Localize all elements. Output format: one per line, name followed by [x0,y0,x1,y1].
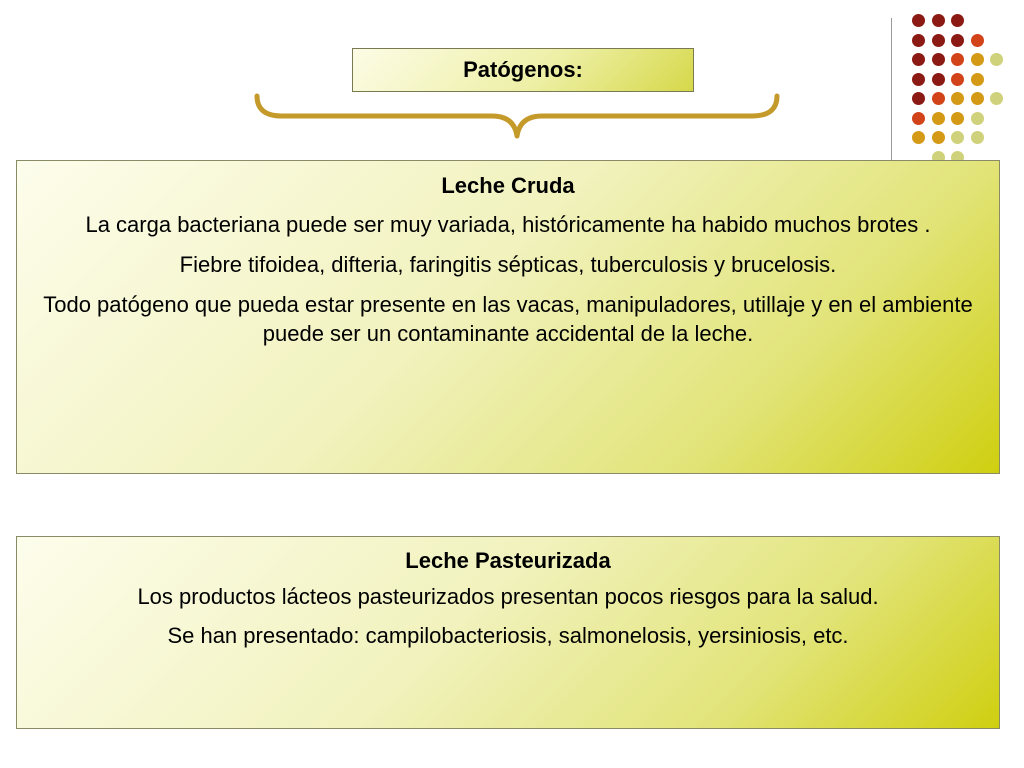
slide-title-box [352,48,694,92]
decorative-dot [951,112,964,125]
pasteurized-milk-heading: Leche Pasteurizada [405,548,611,573]
decorative-divider-line [891,18,892,160]
decorative-dot [912,92,925,105]
decorative-dot [951,53,964,66]
decorative-dot [932,131,945,144]
decorative-dot [932,53,945,66]
decorative-dot [932,73,945,86]
dot-grid-icon [900,14,1020,164]
decorative-dot [971,53,984,66]
raw-milk-paragraph: Fiebre tifoidea, difteria, faringitis sépticas, tuberculosis y brucelosis. [179,252,837,277]
pasteurized-milk-paragraph: Se han presentado: campilobacteriosis, salmonelosis, yersiniosis, etc. [167,623,849,648]
decorative-dot [932,34,945,47]
decorative-dot [951,14,964,27]
decorative-dot [932,112,945,125]
pasteurized-milk-box [16,536,1000,729]
decorative-dot [951,73,964,86]
decorative-dot [912,53,925,66]
decorative-dot [951,34,964,47]
decorative-dot [990,53,1003,66]
decorative-dot [971,131,984,144]
decorative-dot [971,34,984,47]
raw-milk-paragraph: La carga bacteriana puede ser muy variada, históricamente ha habido muchos brotes . [85,212,931,237]
decorative-dot [912,112,925,125]
raw-milk-paragraph: Todo patógeno que pueda estar presente en las vacas, manipuladores, utillaje y en el ambiente puede ser un contaminante accidental de la leche. [43,292,973,346]
raw-milk-box [16,160,1000,474]
decorative-dot [932,14,945,27]
decorative-dot [912,73,925,86]
decorative-dot [951,92,964,105]
decorative-dot [912,131,925,144]
decorative-dot [971,73,984,86]
slide-title: Patógenos: [463,57,583,82]
decorative-dot [971,112,984,125]
pasteurized-milk-paragraph: Los productos lácteos pasteurizados presentan pocos riesgos para la salud. [137,584,879,609]
decorative-dot [951,131,964,144]
decorative-dot [912,14,925,27]
decorative-dot [990,92,1003,105]
raw-milk-heading: Leche Cruda [441,173,575,198]
brace-path [257,96,777,136]
decorative-dot [971,92,984,105]
curly-brace-icon [252,92,782,142]
decorative-dot [932,92,945,105]
decorative-dot [912,34,925,47]
